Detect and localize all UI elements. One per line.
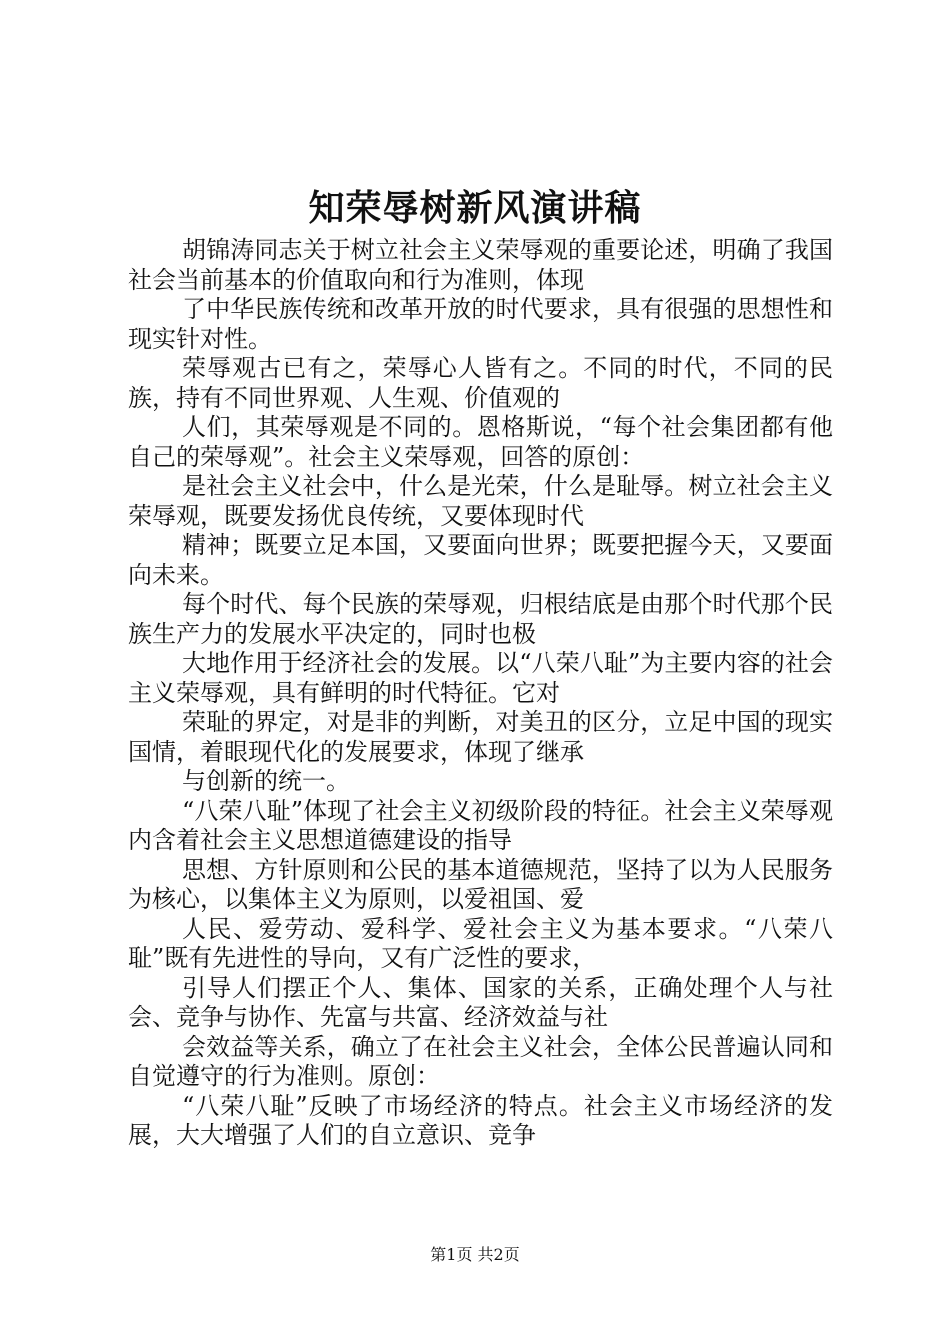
paragraph: 人们，其荣辱观是不同的。恩格斯说，“每个社会集团都有他自己的荣辱观”。社会主义荣辱观，回答的原创： xyxy=(128,413,833,471)
paragraph: 每个时代、每个民族的荣辱观，归根结底是由那个时代那个民族生产力的发展水平决定的，同时也极 xyxy=(128,590,833,648)
paragraph: 了中华民族传统和改革开放的时代要求，具有很强的思想性和现实针对性。 xyxy=(128,295,833,353)
paragraph: 胡锦涛同志关于树立社会主义荣辱观的重要论述，明确了我国社会当前基本的价值取向和行为准则，体现 xyxy=(128,236,833,294)
paragraph: 与创新的统一。 xyxy=(182,767,350,795)
paragraph: “八荣八耻”反映了市场经济的特点。社会主义市场经济的发展，大大增强了人们的自立意识、竞争 xyxy=(128,1091,833,1149)
paragraph: 荣辱观古已有之，荣辱心人皆有之。不同的时代，不同的民族，持有不同世界观、人生观、价值观的 xyxy=(128,354,833,412)
paragraph: 思想、方针原则和公民的基本道德规范，坚持了以为人民服务为核心，以集体主义为原则，以爱祖国、爱 xyxy=(128,855,833,913)
paragraph: 人民、爱劳动、爱科学、爱社会主义为基本要求。“八荣八耻”既有先进性的导向，又有广泛性的要求， xyxy=(128,914,833,972)
paragraph: 大地作用于经济社会的发展。以“八荣八耻”为主要内容的社会主义荣辱观，具有鲜明的时代特征。它对 xyxy=(128,649,833,707)
page-footer: 第1页 共2页 xyxy=(430,1245,520,1264)
paragraph: 精神；既要立足本国，又要面向世界；既要把握今天，又要面向未来。 xyxy=(128,531,833,589)
paragraph: 引导人们摆正个人、集体、国家的关系，正确处理个人与社会、竞争与协作、先富与共富、经济效益与社 xyxy=(128,973,833,1031)
document-body xyxy=(128,236,833,1151)
paragraph: 会效益等关系，确立了在社会主义社会，全体公民普遍认同和自觉遵守的行为准则。原创： xyxy=(128,1032,833,1090)
document-title: 知荣辱树新风演讲稿 xyxy=(308,187,642,229)
paragraph: 荣耻的界定，对是非的判断，对美丑的区分，立足中国的现实国情，着眼现代化的发展要求，体现了继承 xyxy=(128,708,833,766)
paragraph: 是社会主义社会中，什么是光荣，什么是耻辱。树立社会主义荣辱观，既要发扬优良传统，又要体现时代 xyxy=(128,472,833,530)
paragraph: “八荣八耻”体现了社会主义初级阶段的特征。社会主义荣辱观内含着社会主义思想道德建设的指导 xyxy=(128,796,833,854)
